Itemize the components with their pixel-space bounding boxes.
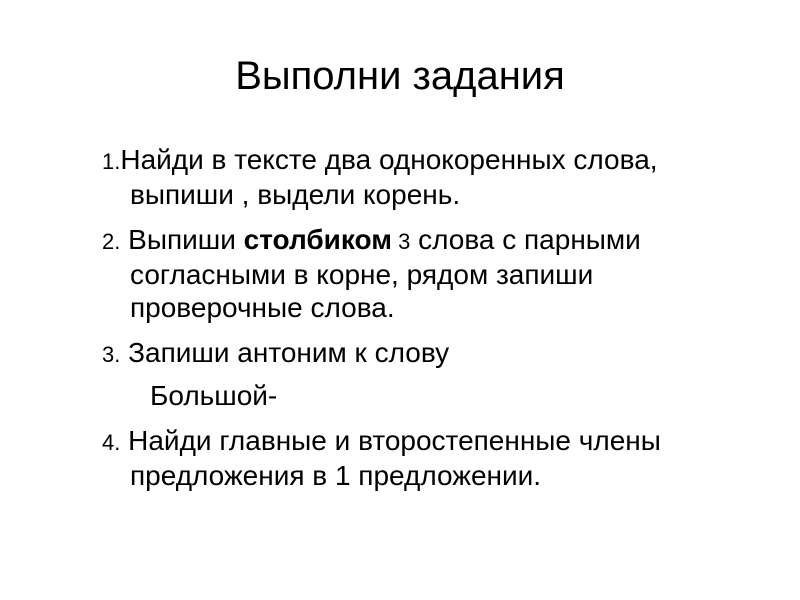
task-number: 4. [102,430,121,455]
task-number: 1. [102,149,121,174]
task-item-1 [102,143,762,211]
slide-title: Выполни задания [235,54,565,98]
task-count: 3 [391,229,411,254]
task-item-4 [102,424,762,492]
task-item-2 [102,223,762,324]
task-text: Запиши антоним к слову [120,337,450,368]
task-list [102,143,762,504]
task-text: Найди главные и второстепенные члены предложения в 1 предложении. [120,425,661,491]
task-number: 2. [102,229,121,254]
task-text-before: Выпиши [120,224,244,255]
task-text-after: слова с парными согласными в корне, рядом запиши проверочные слова. [130,224,641,323]
task-bold-word: столбиком [243,224,392,255]
task-number: 3. [102,342,121,367]
task-item-3 [102,336,762,371]
task-text: Найди в тексте два однокоренных слова, выпиши , выдели корень. [120,144,658,210]
antonym-word: Большой- [150,380,278,411]
